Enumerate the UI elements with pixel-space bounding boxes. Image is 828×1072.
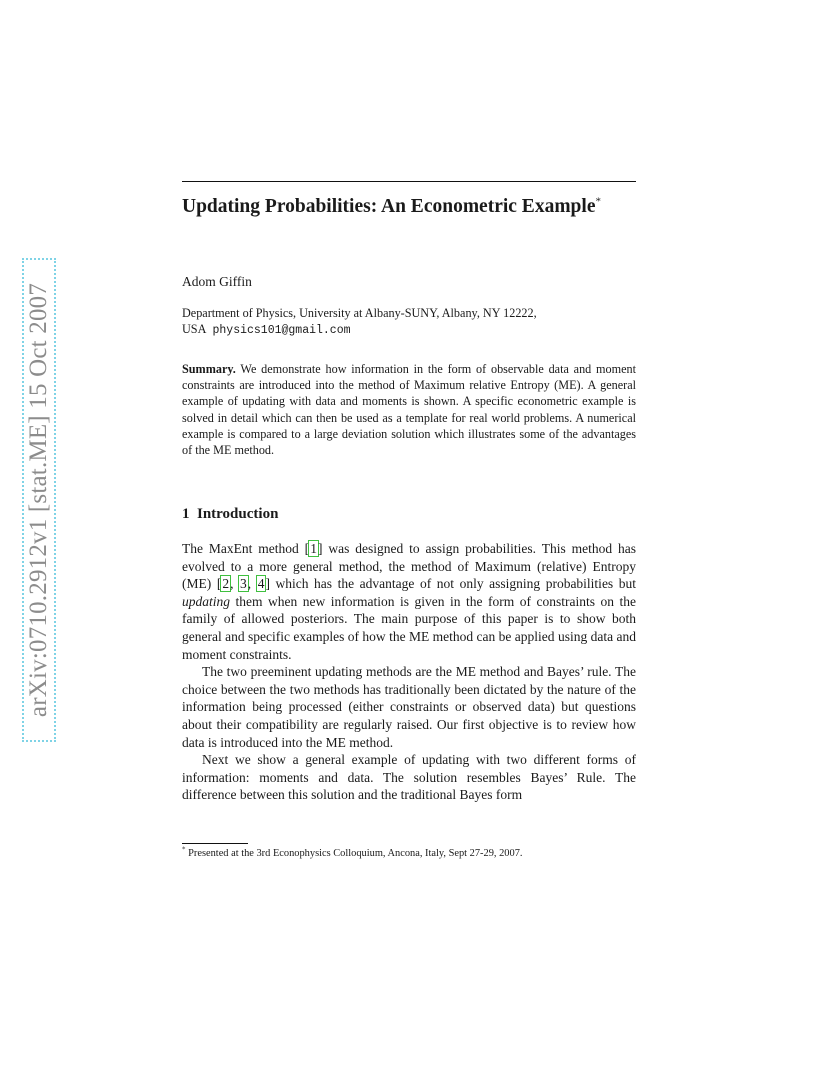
affiliation-address: Department of Physics, University at Albany-SUNY, Albany, NY 12222, USA (182, 306, 537, 336)
citation-link[interactable]: 4 (257, 576, 265, 592)
section-heading (182, 506, 636, 523)
paragraph: The MaxEnt method [1] was designed to assign probabilities. This method has evolved to a more general method, the method of Maximum (relative) Entropy (ME) [2, 3, 4] which has the advantage of not only assigning probabilities but updating them when new information is given in the form of constraints on the family of allowed posteriors. The main purpose of this paper is to show both general and specific examples of how the ME method can be applied using data and moment constraints. (182, 541, 637, 662)
text-run: them when new information is given in the form of constraints on the family of allowed posteriors. The main purpose of this paper is to show both general and specific examples of how the ME method can be applied using data and moment constraints. (182, 593, 637, 662)
affiliation (182, 305, 636, 339)
citation-link[interactable]: 1 (310, 541, 317, 556)
footnote-text: Presented at the 3rd Econophysics Colloquium, Ancona, Italy, Sept 27-29, 2007. (188, 848, 523, 859)
text-run: The MaxEnt method (182, 541, 299, 556)
text-run: was designed to assign probabilities. This method has evolved to a more general method, the method of Maximum (relative) Entropy (ME) (182, 541, 636, 592)
emphasis: updating (182, 593, 231, 609)
body-text (182, 540, 636, 804)
title-rule (182, 181, 636, 182)
footnote-rule (182, 843, 248, 844)
footnote-marker: * (182, 845, 186, 854)
title-text: Updating Probabilities: An Econometric Example (182, 196, 596, 217)
citation-link[interactable]: 3 (240, 576, 247, 592)
arxiv-id: arXiv:0710.2912v1 [stat.ME] 15 Oct 2007 (25, 282, 52, 718)
text-run: which has the advantage of not only assigning probabilities but (275, 576, 636, 592)
summary-text: We demonstrate how information in the form of observable data and moment constraints are introduced into the method of Maximum relative Entropy (ME). A general example of updating with data and moments is shown. A specific econometric example is solved in detail which can then be used as a template for real world problems. A numerical example is compared to a large deviation solution which illustrates some of the advantages of the ME method. (182, 362, 636, 458)
paragraph: The two preeminent updating methods are the ME method and Bayes’ rule. The choice between the two methods has traditionally been dictated by the nature of the information being processed (either constraints or observed data) but questions about their compatibility are regularly raised. Our first objective is to review how data is introduced into the ME method. (182, 664, 636, 750)
author-email[interactable]: physics101@gmail.com (212, 324, 351, 337)
paper-title (182, 195, 636, 219)
arxiv-stamp (22, 258, 56, 742)
section-number: 1 (182, 506, 190, 522)
title-footnote-marker[interactable]: * (595, 195, 601, 208)
section-title: Introduction (197, 506, 279, 522)
summary-label: Summary. (182, 362, 236, 376)
citation-link[interactable]: 2 (222, 576, 230, 592)
author: Adom Giffin (182, 274, 252, 289)
paragraph: Next we show a general example of updating with two different forms of information: moments and data. The solution resembles Bayes’ Rule. The difference between this solution and the traditional Bayes form (182, 752, 636, 803)
summary (182, 361, 636, 458)
footnote (182, 845, 636, 859)
